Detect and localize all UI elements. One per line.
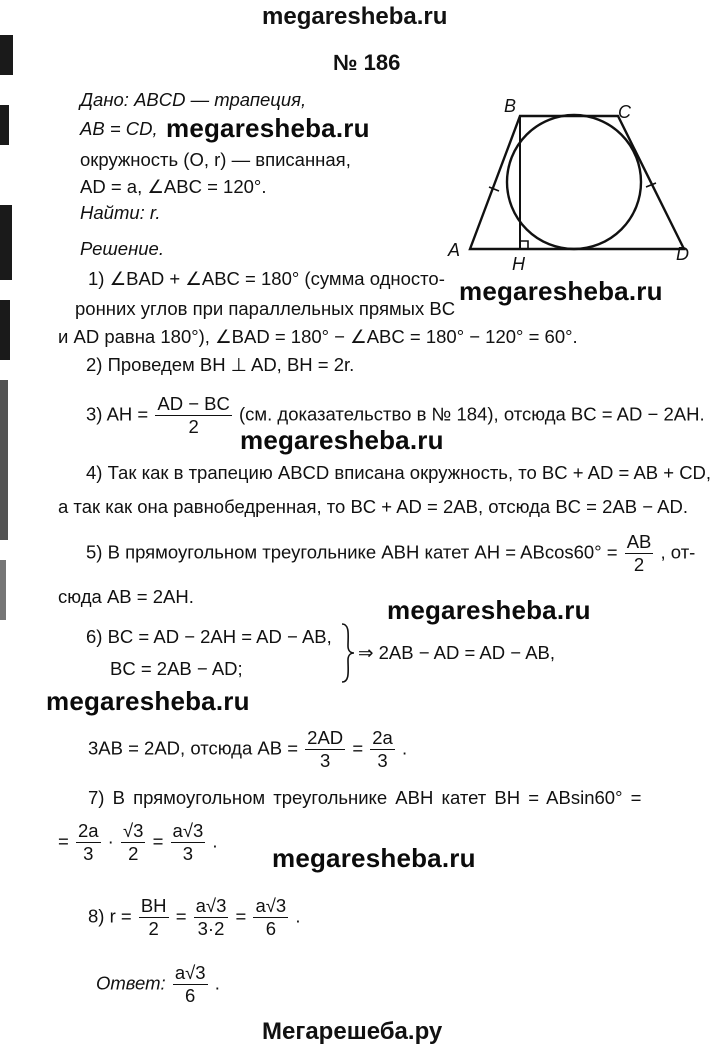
fraction: $\frac{2a}{3}$ bbox=[77, 820, 99, 864]
step-2: 2) Проведем BH ⊥ AD, BH = 2r. bbox=[86, 354, 355, 375]
given-line-3: окружность (O, r) — вписанная, bbox=[80, 149, 351, 170]
step-4-line-2: а так как она равнобедренная, то BC + AD = 2AB, отсюда BC = 2AB − AD. bbox=[58, 496, 688, 517]
step-7-line-1: 7) В прямоугольном треугольнике ABH катет BH = ABsin60° = bbox=[88, 787, 642, 808]
step-6-line-2: BC = 2AB − AD; bbox=[110, 658, 243, 679]
scan-artifact bbox=[0, 300, 10, 360]
step-1-line-2: ронних углов при параллельных прямых BC bbox=[75, 298, 456, 319]
fraction: $\frac{AB}{2}$ bbox=[626, 531, 652, 575]
step-3: 3) AH = $\frac{AD - BC}{2}$ (см. доказательство в № 184), отсюда BC = AD − 2AH. bbox=[86, 393, 705, 437]
scan-artifact bbox=[0, 560, 6, 620]
watermark: megaresheba.ru bbox=[46, 686, 250, 716]
watermark: megaresheba.ru bbox=[166, 113, 370, 143]
step-6-line-1: 6) BC = AD − 2AH = AD − AB, bbox=[86, 626, 332, 647]
scan-artifact bbox=[0, 205, 12, 280]
step-1-line-3: и AD равна 180°), ∠BAD = 180° − ∠ABC = 180° − 120° = 60°. bbox=[58, 326, 578, 347]
fraction: $\frac{√3}{2}$ bbox=[122, 820, 144, 864]
trapezoid-shape bbox=[470, 116, 684, 249]
step-1-line-1: 1) ∠BAD + ∠ABC = 180° (сумма односто- bbox=[88, 268, 445, 289]
fraction: $\frac{BH}{2}$ bbox=[140, 895, 167, 939]
step-4-line-1: 4) Так как в трапецию ABCD вписана окружность, то BC + AD = AB + CD, bbox=[86, 462, 712, 483]
watermark: megaresheba.ru bbox=[240, 425, 444, 455]
step-8: 8) r = $\frac{BH}{2}$ = $\frac{a√3}{3\cdot 2}$ = $\frac{a√3}{6}$ . bbox=[88, 895, 301, 939]
step-6-conclusion: 3AB = 2AD, отсюда AB = $\frac{2AD}{3}$ = $\frac{2a}{3}$ . bbox=[88, 727, 408, 771]
label-c: C bbox=[618, 102, 631, 122]
site-footer: Мегарешеба.ру bbox=[262, 1018, 443, 1045]
step-7-line-2: = $\frac{2a}{3}$ · $\frac{√3}{2}$ = $\frac{a√3}{3}$ . bbox=[58, 820, 218, 864]
scan-artifact bbox=[0, 380, 8, 540]
step-5-line-2: сюда AB = 2AH. bbox=[58, 586, 194, 607]
fraction: $\frac{a√3}{3}$ bbox=[172, 820, 204, 864]
label-a: A bbox=[448, 240, 461, 260]
label-b: B bbox=[504, 96, 517, 116]
fraction: $\frac{a√3}{6}$ bbox=[255, 895, 287, 939]
fraction: $\frac{2AD}{3}$ bbox=[307, 727, 344, 771]
label-d: D bbox=[676, 244, 689, 264]
problem-number: № 186 bbox=[333, 50, 401, 75]
scan-artifact bbox=[0, 35, 13, 75]
watermark: megaresheba.ru bbox=[272, 843, 476, 873]
solution-title: Решение. bbox=[80, 238, 164, 259]
fraction: $\frac{2a}{3}$ bbox=[372, 727, 393, 771]
given-line-4: AD = a, ∠ABC = 120°. bbox=[80, 176, 267, 197]
fraction: $\frac{a√3}{6}$ bbox=[174, 962, 206, 1006]
brace bbox=[340, 622, 356, 684]
find-line: Найти: r. bbox=[80, 202, 161, 223]
inscribed-circle bbox=[507, 115, 641, 249]
watermark: megaresheba.ru bbox=[387, 595, 591, 625]
step-5: 5) В прямоугольном треугольнике ABH катет AH = ABcos60° = $\frac{AB}{2}$ , от- bbox=[86, 531, 696, 575]
site-header: megaresheba.ru bbox=[262, 3, 448, 30]
answer: Ответ: $\frac{a√3}{6}$ . bbox=[96, 962, 220, 1006]
fraction: $\frac{a√3}{3\cdot 2}$ bbox=[195, 895, 227, 939]
trapezoid-figure bbox=[440, 92, 700, 277]
fraction: $\frac{AD - BC}{2}$ bbox=[157, 393, 230, 437]
label-h: H bbox=[512, 254, 525, 274]
step-6-result: ⇒ 2AB − AD = AD − AB, bbox=[358, 642, 556, 663]
given-line-1: Дано: ABCD — трапеция, bbox=[80, 89, 307, 110]
watermark: megaresheba.ru bbox=[459, 276, 663, 306]
given-line-2: AB = CD, bbox=[80, 118, 158, 139]
scan-artifact bbox=[0, 105, 9, 145]
